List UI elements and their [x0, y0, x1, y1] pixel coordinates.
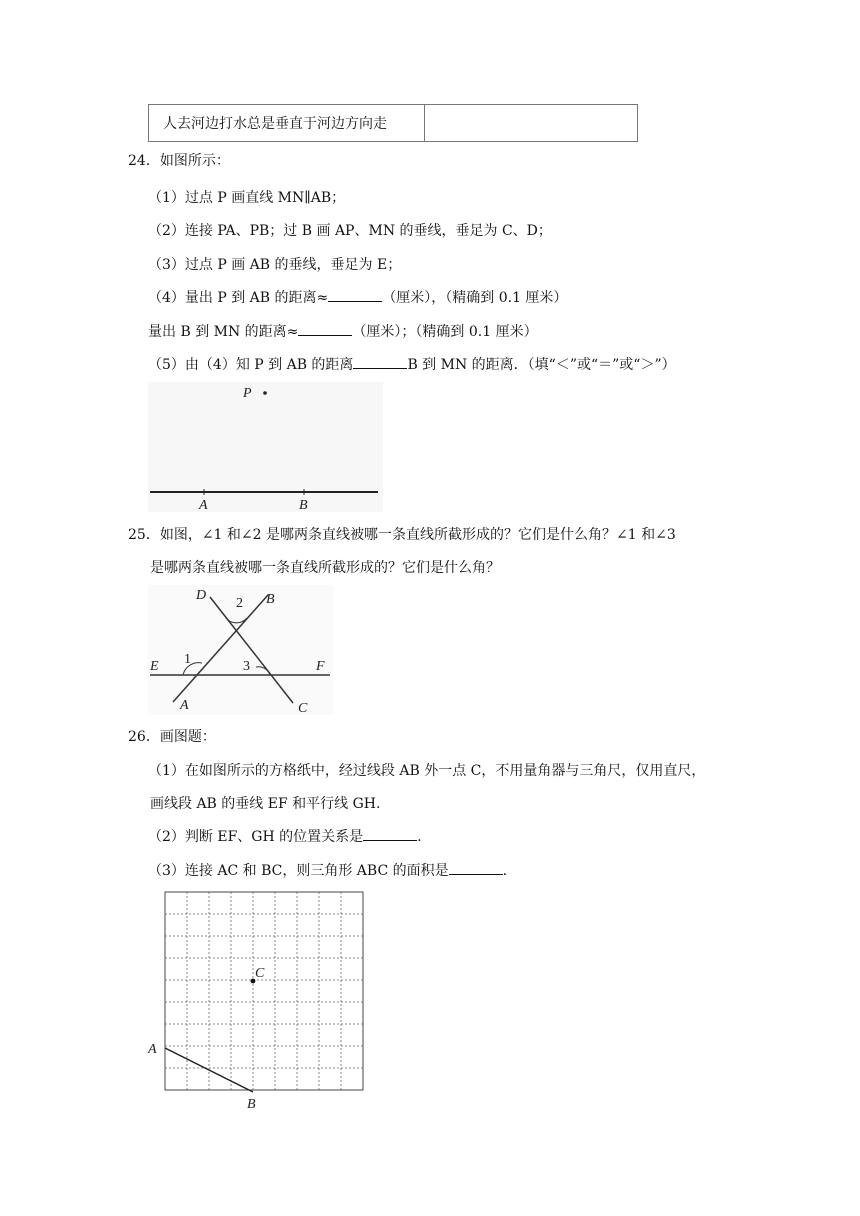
label-b: B [266, 592, 275, 607]
q24-step3: （3）过点 P 画 AB 的垂线，垂足为 E； [148, 257, 402, 273]
q24-intro: 如图所示： [159, 153, 230, 169]
q24-step4a-unit: （厘米），（精确到 0.1 厘米） [382, 290, 568, 306]
q24-step5-tail: B 到 MN 的距离．（填“＜”或“＝”或“＞”） [407, 357, 676, 373]
label-e: E [150, 659, 159, 674]
q24-number: 24． [128, 153, 160, 169]
answer-table [148, 104, 638, 142]
q24-step4b-unit: （厘米）；（精确到 0.1 厘米） [352, 324, 538, 340]
answer-blank[interactable] [363, 828, 417, 841]
q24-step4b-text: 量出 B 到 MN 的距离≈ [148, 324, 299, 340]
q26-number: 26． [128, 729, 160, 745]
q26-step2-end: . [417, 829, 422, 845]
grid-frame [165, 892, 363, 1090]
label-a: A [199, 498, 208, 512]
angle-3-label: 3 [243, 659, 250, 674]
q24-figure [148, 382, 383, 512]
label-a: A [148, 1042, 157, 1057]
label-c: C [298, 701, 308, 715]
grid-paper [165, 892, 363, 1090]
answer-blank[interactable] [298, 323, 352, 336]
q24-step4a-text: （4）量出 P 到 AB 的距离≈ [148, 290, 329, 306]
label-d: D [196, 588, 207, 603]
angle-1-label: 1 [184, 652, 191, 667]
q26-grid-figure [145, 885, 370, 1113]
q26-intro: 画图题： [159, 729, 216, 745]
q24-step4b [148, 321, 538, 341]
q24-step2: （2）连接 PA、PB；过 B 画 AP、MN 的垂线，垂足为 C、D； [148, 223, 552, 239]
q25-line1 [128, 524, 676, 544]
answer-blank[interactable] [328, 289, 382, 302]
label-a: A [180, 698, 189, 713]
q26-step2 [148, 826, 422, 846]
table-row [149, 105, 638, 142]
q26-step1a: （1）在如图所示的方格纸中，经过线段 AB 外一点 C，不用量角器与三角尺，仅用直尺， [148, 763, 706, 779]
label-b: B [247, 1097, 256, 1112]
label-b: B [299, 498, 308, 512]
q26-step1b: 画线段 AB 的垂线 EF 和平行线 GH. [150, 796, 381, 812]
q24-step4a [148, 287, 567, 307]
answer-blank[interactable] [449, 862, 503, 875]
answer-blank[interactable] [353, 356, 407, 369]
q24-header [128, 150, 230, 170]
q24-step5-text: （5）由（4）知 P 到 AB 的距离 [148, 357, 354, 373]
q24-step5 [148, 354, 676, 374]
label-c: C [255, 966, 265, 981]
q25-figure [148, 585, 333, 715]
q24-step1: （1）过点 P 画直线 MN∥AB； [148, 190, 346, 206]
q25-text: 如图，∠1 和∠2 是哪两条直线被哪一条直线所截形成的？它们是什么角？∠1 和∠3 [159, 527, 676, 543]
angle-2-label: 2 [236, 596, 243, 611]
q26-step2-text: （2）判断 EF、GH 的位置关系是 [148, 829, 364, 845]
q25-line2: 是哪两条直线被哪一条直线所截形成的？它们是什么角？ [150, 560, 500, 576]
q26-step3 [148, 860, 507, 880]
q26-header [128, 726, 216, 746]
table-cell-empty [425, 105, 638, 142]
table-cell: 人去河边打水总是垂直于河边方向走 [149, 105, 425, 142]
q25-number: 25． [128, 527, 160, 543]
label-f: F [316, 659, 325, 674]
q26-step3-end: . [502, 863, 508, 879]
q26-step3-text: （3）连接 AC 和 BC，则三角形 ABC 的面积是 [148, 863, 449, 879]
point-p [263, 391, 267, 395]
label-p: P [243, 386, 252, 401]
